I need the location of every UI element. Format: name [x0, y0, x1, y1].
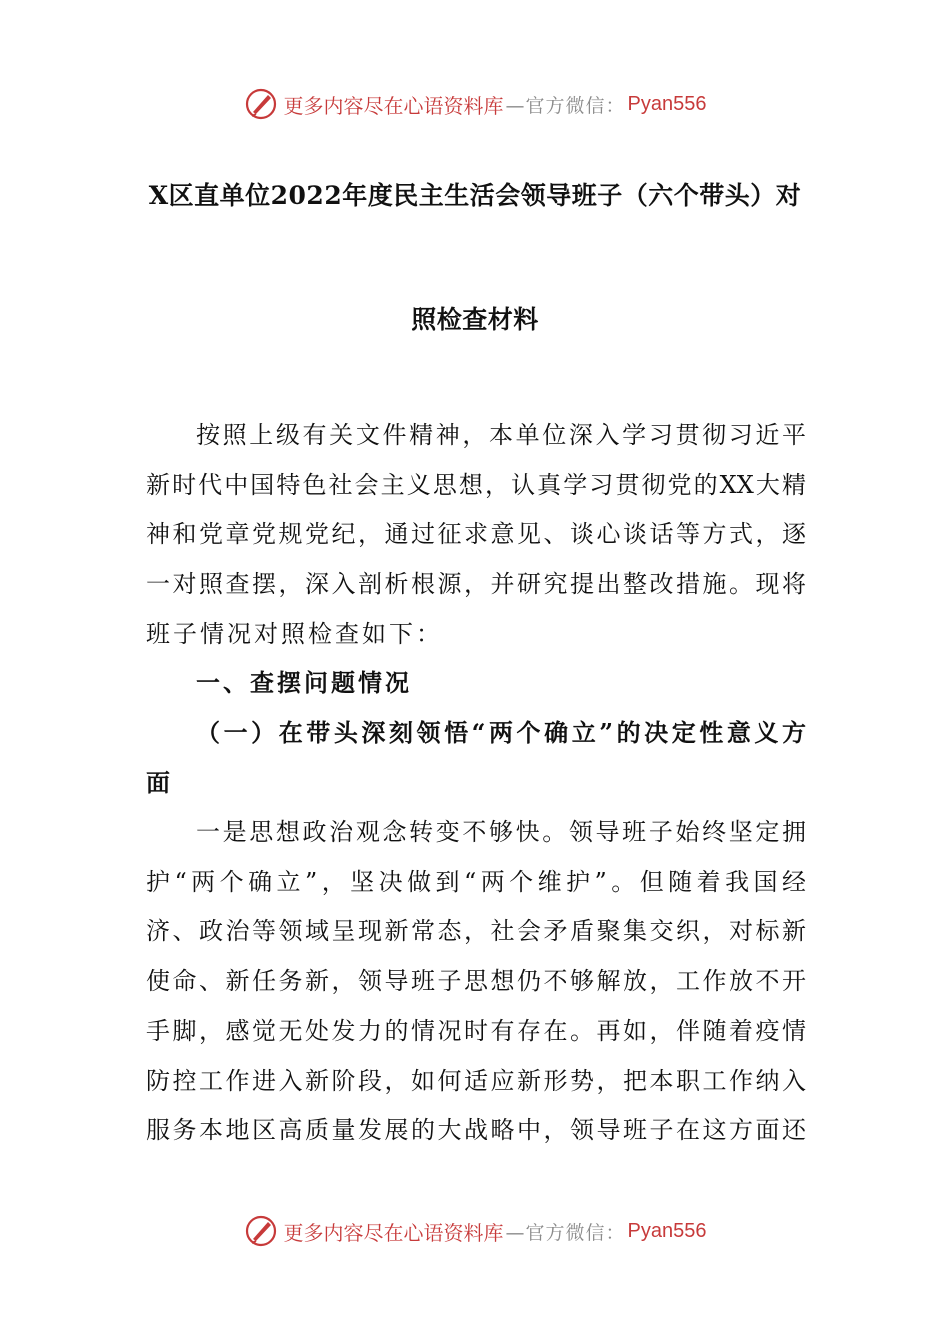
body-line: 济、政治等领域呈现新常态，社会矛盾聚集交织，对标新	[146, 917, 806, 945]
body-line: 一是思想政治观念转变不够快。领导班子始终坚定拥	[196, 818, 806, 846]
section-heading: 一、查摆问题情况	[196, 668, 412, 697]
body-line: 手脚，感觉无处发力的情况时有存在。再如，伴随着疫情	[146, 1017, 806, 1045]
intro-line: 班子情况对照检查如下：	[146, 620, 443, 648]
subsection-heading-line: （一）在带头深刻领悟“两个确立”的决定性意义方	[196, 718, 806, 747]
quill-circle-logo-icon	[244, 1214, 278, 1248]
quill-circle-logo-icon	[244, 87, 278, 121]
subsection-heading-line: 面	[146, 768, 173, 797]
intro-line: 新时代中国特色社会主义思想，认真学习贯彻党的XX大精	[146, 471, 806, 499]
watermark-banner-bottom	[0, 1211, 950, 1251]
watermark-wechat-id: Pyan556	[627, 1219, 707, 1242]
intro-line: 一对照查摆，深入剖析根源，并研究提出整改措施。现将	[146, 570, 806, 598]
intro-line: 按照上级有关文件精神，本单位深入学习贯彻习近平	[196, 421, 806, 449]
watermark-text: 更多内容尽在心语资料库	[283, 93, 504, 118]
intro-line: 神和党章党规党纪，通过征求意见、谈心谈话等方式，逐	[146, 520, 806, 548]
body-line: 服务本地区高质量发展的大战略中，领导班子在这方面还	[146, 1116, 806, 1144]
watermark-separator: —官方微信：	[505, 94, 626, 117]
watermark-text: 更多内容尽在心语资料库	[283, 1220, 504, 1245]
watermark-wechat-id: Pyan556	[627, 92, 707, 115]
document-title-line-2: 照检查材料	[411, 305, 539, 334]
body-line: 使命、新任务新，领导班子思想仍不够解放，工作放不开	[146, 967, 806, 995]
body-line: 护“两个确立”，坚决做到“两个维护”。但随着我国经	[146, 868, 806, 896]
watermark-banner-top	[0, 84, 950, 124]
watermark-separator: —官方微信：	[505, 1221, 626, 1244]
body-line: 防控工作进入新阶段，如何适应新形势，把本职工作纳入	[146, 1067, 806, 1095]
document-title-line-1: X区直单位2022年度民主生活会领导班子（六个带头）对	[148, 181, 802, 210]
